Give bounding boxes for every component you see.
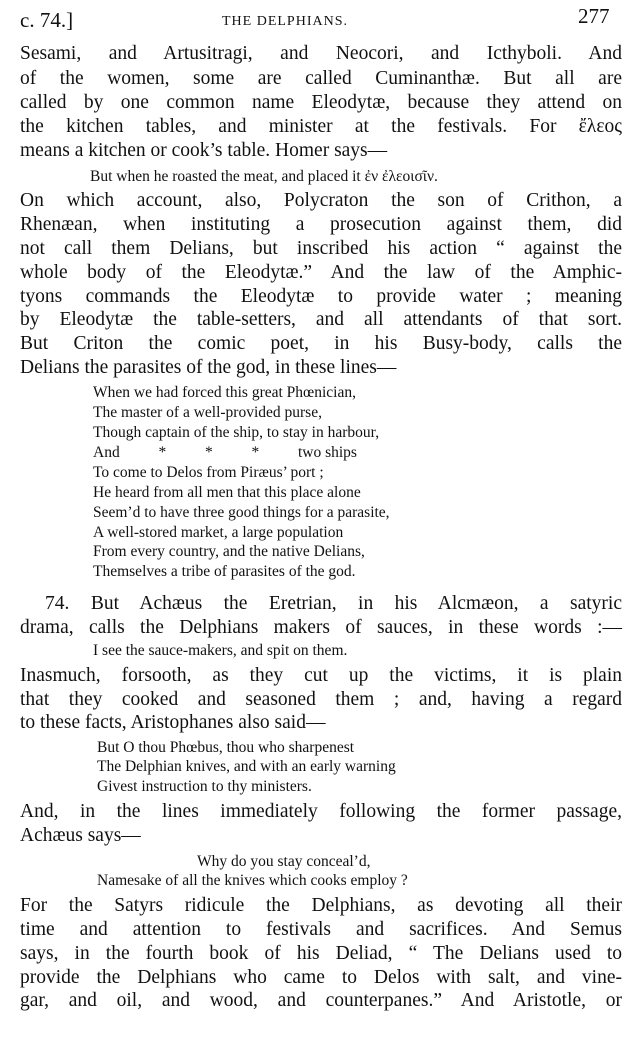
poem-line: From every country, and the native Delians,: [93, 543, 365, 560]
text-line: time and attention to festivals and sacrifices. And Semus: [20, 919, 622, 940]
verse-line: Namesake of all the knives which cooks employ ?: [97, 872, 408, 889]
text-line: And, in the lines immediately following the former passage,: [20, 801, 622, 822]
text-line: provide the Delphians who came to Delos with salt, and vine-: [20, 967, 622, 988]
text-line: Sesami, and Artusitragi, and Neocori, and Icthyboli. And: [20, 43, 622, 64]
text-line: called by one common name Eleodytæ, because they attend on: [20, 92, 622, 113]
verse-line: But when he roasted the meat, and placed it ἐν ἐλεοισῖν.: [90, 168, 438, 185]
page-number: 277: [578, 4, 610, 28]
text-line: whole body of the Eleodytæ.” And the law of the Amphic-: [20, 262, 622, 283]
text-line: Delians the parasites of the god, in these lines—: [20, 357, 397, 378]
text-line: Achæus says—: [20, 825, 141, 846]
poem-line: He heard from all men that this place alone: [93, 484, 361, 501]
poem-line: The master of a well-provided purse,: [93, 404, 322, 421]
poem-line: Seem’d to have three good things for a parasite,: [93, 504, 390, 521]
text-line: means a kitchen or cook’s table. Homer says—: [20, 140, 388, 161]
text-line: Inasmuch, forsooth, as they cut up the victims, it is plain: [20, 665, 622, 686]
text-line: not call them Delians, but inscribed his action “ against the: [20, 238, 622, 259]
poem-line: To come to Delos from Piræus’ port ;: [93, 464, 324, 481]
text-line: that they cooked and seasoned them ; and, having a regard: [20, 689, 622, 710]
verse-line: The Delphian knives, and with an early warning: [97, 758, 396, 775]
text-line: But Criton the comic poet, in his Busy-body, calls the: [20, 333, 622, 354]
verse-line: I see the sauce-makers, and spit on them.: [93, 642, 348, 659]
text-line: to these facts, Aristophanes also said—: [20, 712, 326, 733]
text-line: On which account, also, Polycraton the son of Crithon, a: [20, 190, 622, 211]
poem-line: Themselves a tribe of parasites of the god.: [93, 563, 356, 580]
poem-line: When we had forced this great Phœnician,: [93, 384, 356, 401]
text-line: Rhenæan, when instituting a prosecution against them, did: [20, 214, 622, 235]
verse-line: Why do you stay conceal’d,: [197, 853, 371, 870]
verse-line: Givest instruction to thy ministers.: [97, 778, 312, 795]
text-line: by Eleodytæ the table-setters, and all attendants of that sort.: [20, 309, 622, 330]
poem-line: And * * * two ships: [93, 444, 357, 461]
text-line: drama, calls the Delphians makers of sauces, in these words :—: [20, 617, 622, 638]
running-title: THE DELPHIANS.: [222, 14, 348, 29]
section-marker: c. 74.]: [20, 8, 74, 32]
text-line: gar, and oil, and wood, and counterpanes.” And Aristotle, or: [20, 990, 622, 1011]
text-line: For the Satyrs ridicule the Delphians, as devoting all their: [20, 895, 622, 916]
poem-line: Though captain of the ship, to stay in harbour,: [93, 424, 380, 441]
text-line: of the women, some are called Cuminanthæ. But all are: [20, 68, 622, 89]
verse-line: But O thou Phœbus, thou who sharpenest: [97, 739, 355, 756]
poem-line: A well-stored market, a large population: [93, 524, 344, 541]
text-line: says, in the fourth book of his Deliad, “ The Delians used to: [20, 943, 622, 964]
text-line: the kitchen tables, and minister at the festivals. For ἔλεος: [20, 116, 622, 137]
text-line: tyons commands the Eleodytæ to provide water ; meaning: [20, 286, 622, 307]
section-start-74: 74. But Achæus the Eretrian, in his Alcmæon, a satyric: [45, 593, 622, 614]
